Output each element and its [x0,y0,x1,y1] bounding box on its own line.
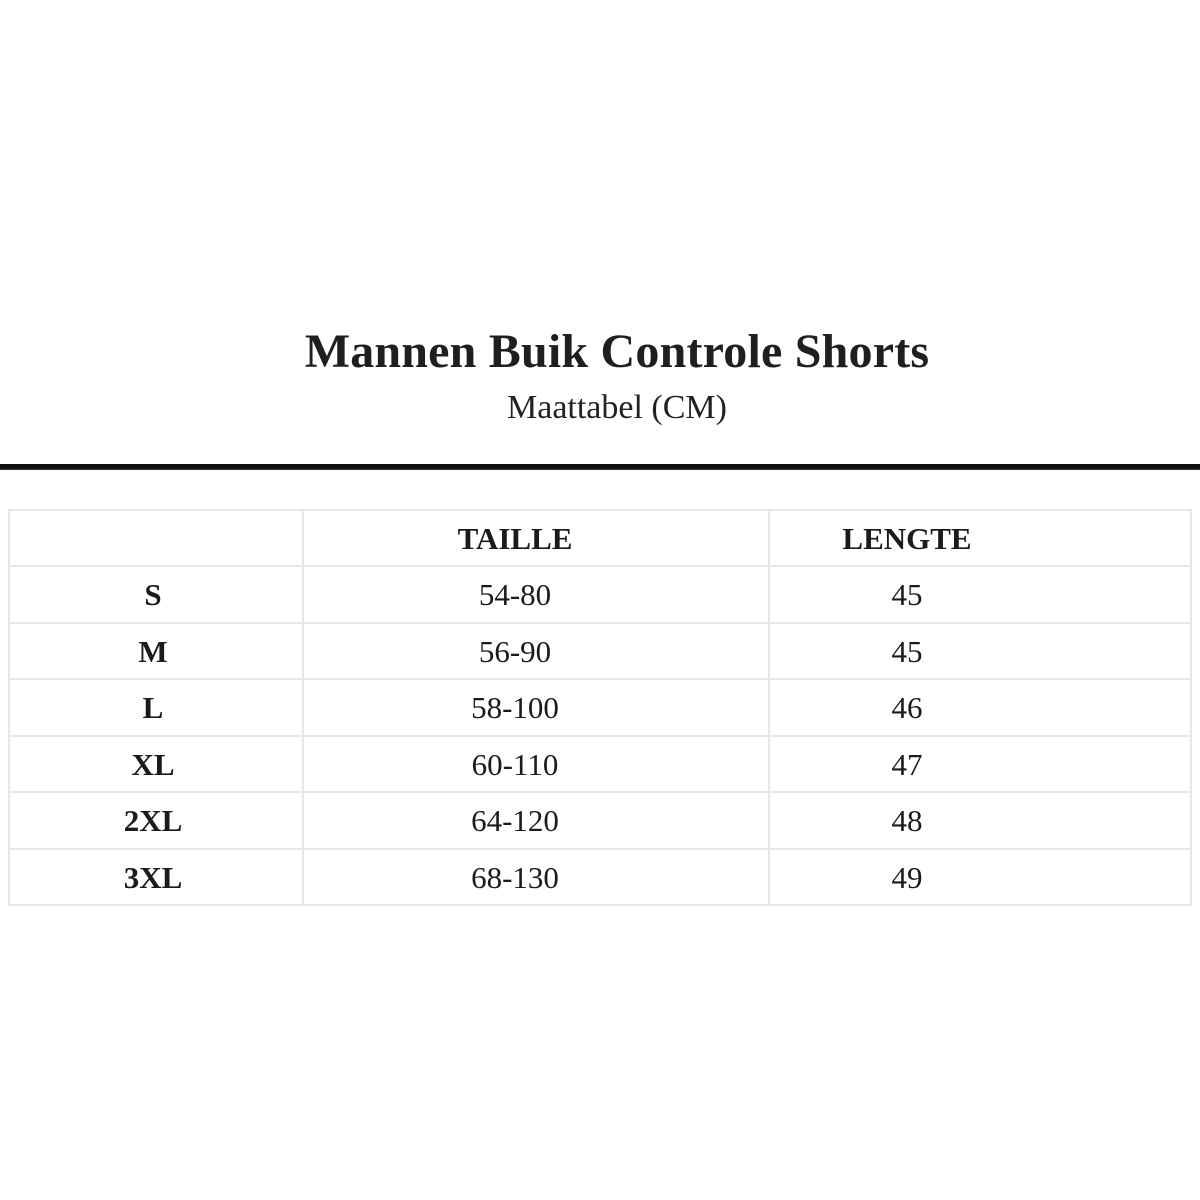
lengte-cell: 45 [769,566,1191,623]
table-row [9,679,1191,736]
size-cell: M [9,623,303,680]
taille-cell: 54-80 [303,566,769,623]
taille-cell: 56-90 [303,623,769,680]
lengte-cell: 48 [769,792,1191,849]
size-column-header [9,510,303,567]
header-row [9,510,1191,567]
taille-cell: 58-100 [303,679,769,736]
title-block [0,0,1200,429]
taille-column-header: TAILLE [303,510,769,567]
lengte-column-header: LENGTE [769,510,1191,567]
lengte-cell: 47 [769,736,1191,793]
size-cell: 2XL [9,792,303,849]
lengte-cell: 46 [769,679,1191,736]
table-row [9,623,1191,680]
taille-cell: 64-120 [303,792,769,849]
table-row [9,736,1191,793]
size-chart-table [8,509,1192,907]
taille-cell: 68-130 [303,849,769,906]
table-body [9,566,1191,905]
taille-cell: 60-110 [303,736,769,793]
page-subtitle: Maattabel (CM) [507,389,727,427]
size-cell: 3XL [9,849,303,906]
size-cell: L [9,679,303,736]
divider-rule [0,464,1200,470]
table-header [9,510,1191,567]
size-cell: XL [9,736,303,793]
table-row [9,566,1191,623]
lengte-cell: 45 [769,623,1191,680]
lengte-cell: 49 [769,849,1191,906]
size-cell: S [9,566,303,623]
table-row [9,849,1191,906]
page-title: Mannen Buik Controle Shorts [304,325,930,378]
table-row [9,792,1191,849]
